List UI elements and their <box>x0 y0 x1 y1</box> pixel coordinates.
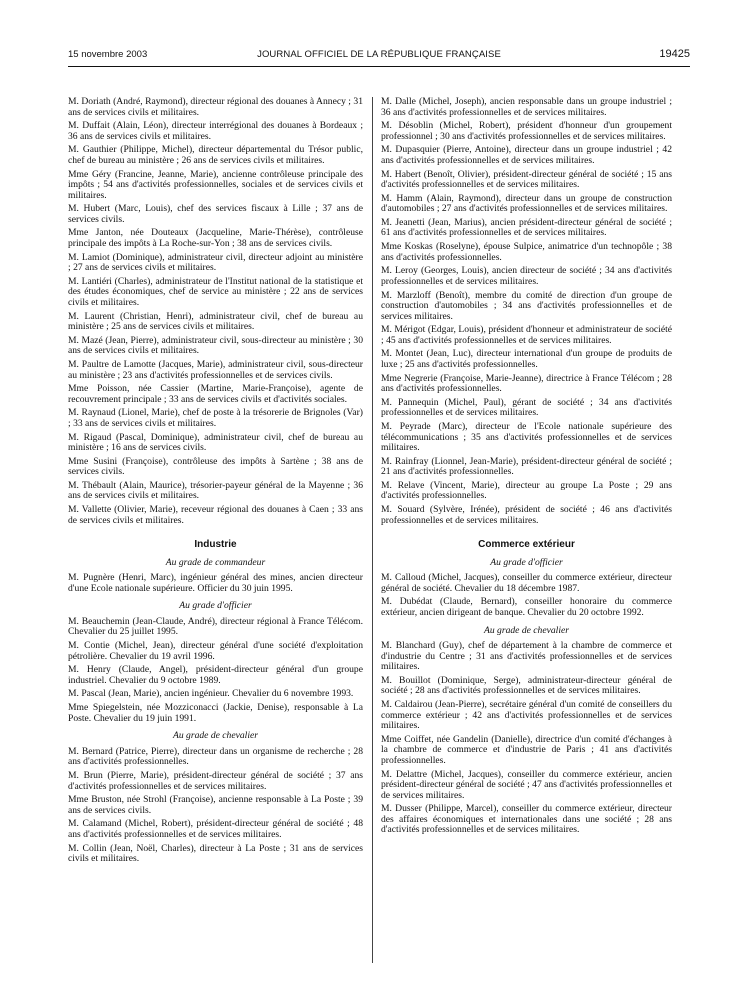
honoree-entry: M. Souard (Sylvère, Irénée), président de société ; 46 ans d'activités professionnelles et de services militaires. <box>381 504 672 526</box>
honoree-entry: Mme Negrerie (Françoise, Marie-Jeanne), directrice à France Télécom ; 28 ans d'activités professionnelles. <box>381 372 672 395</box>
honoree-entry: M. Dupasquier (Pierre, Antoine), directeur dans un groupe industriel ; 42 ans d'activités professionnelles et de services militaires. <box>381 144 672 166</box>
header-date: 15 novembre 2003 <box>68 49 148 60</box>
left-column <box>68 97 363 868</box>
right-column <box>381 97 672 839</box>
honoree-entry: M. Caldairou (Jean-Pierre), secrétaire général d'un comité de conseillers du commerce extérieur ; 42 ans d'activités professionnelles et de services militaires. <box>381 699 672 732</box>
page-header <box>68 47 690 63</box>
entry-list <box>68 617 363 724</box>
entry-list <box>381 641 672 836</box>
honoree-entry: M. Duffait (Alain, Léon), directeur interrégional des douanes à Bordeaux ; 36 ans de services civils et militaires. <box>68 120 363 142</box>
grade-heading-chevalier: Au grade de chevalier <box>484 624 569 636</box>
honoree-entry: Mme Géry (Francine, Jeanne, Marie), ancienne contrôleuse principale des impôts ; 54 ans d'activités professionnelles, sociales et de services civils et militaires. <box>68 168 363 201</box>
honoree-entry: M. Leroy (Georges, Louis), ancien directeur de société ; 34 ans d'activités professionnelles et de services militaires. <box>381 265 672 287</box>
honoree-entry: M. Rainfray (Lionnel, Jean-Marie), président-directeur général de société ; 21 ans d'activités professionnelles. <box>381 455 672 478</box>
honoree-entry: Mme Bruston, née Strohl (Françoise), ancienne responsable à La Poste ; 39 ans de services civils. <box>68 794 363 816</box>
honoree-entry: M. Delattre (Michel, Jacques), conseiller du commerce extérieur, ancien président-directeur général de société ; 47 ans d'activités professionnelles et de services militaires. <box>381 768 672 801</box>
honoree-entry: M. Laurent (Christian, Henri), administrateur civil, chef de bureau au ministère ; 25 ans de services civils et militaires. <box>68 310 363 333</box>
honoree-entry: M. Bernard (Patrice, Pierre), directeur dans un organisme de recherche ; 28 ans d'activités professionnelles. <box>68 745 363 768</box>
honoree-entry: M. Henry (Claude, Angel), président-directeur général d'un groupe industriel. Chevalier du 9 octobre 1989. <box>68 664 363 686</box>
section-heading-commerce-exterieur: Commerce extérieur <box>478 539 575 551</box>
entry-list <box>381 573 672 618</box>
honoree-entry: M. Marzloff (Benoît), membre du comité de direction d'un groupe de construction d'automobiles ; 34 ans d'activités professionnelles et de services militaires. <box>381 289 672 322</box>
honoree-entry: Mme Koskas (Roselyne), épouse Sulpice, animatrice d'un technopôle ; 38 ans d'activités professionnelles. <box>381 241 672 263</box>
honoree-entry: M. Thébault (Alain, Maurice), trésorier-payeur général de la Mayenne ; 36 ans de services civils et militaires. <box>68 479 363 502</box>
honoree-entry: M. Paultre de Lamotte (Jacques, Marie), administrateur civil, sous-directeur au ministère ; 23 ans d'activités professionnelles et de services civils. <box>68 358 363 381</box>
grade-heading-officier: Au grade d'officier <box>179 600 252 612</box>
honoree-entry: M. Beauchemin (Jean-Claude, André), directeur régional à France Télécom. Chevalier du 25 juillet 1995. <box>68 615 363 638</box>
honoree-entry: M. Hamm (Alain, Raymond), directeur dans un groupe de construction d'automobiles ; 27 ans d'activités professionnelles et de services militaires. <box>381 192 672 215</box>
honoree-entry: M. Brun (Pierre, Marie), président-directeur général de société ; 37 ans d'activités professionnelles et de services militaires. <box>68 769 363 792</box>
honoree-entry: M. Lamiot (Dominique), administrateur civil, directeur adjoint au ministère ; 27 ans de services civils et militaires. <box>68 251 363 274</box>
page-number: 19425 <box>659 48 690 60</box>
honoree-entry: M. Gauthier (Philippe, Michel), directeur départemental du Trésor public, chef de bureau au ministère ; 26 ans de services civils et militaires. <box>68 144 363 166</box>
honoree-entry: M. Mérigot (Edgar, Louis), président d'honneur et administrateur de société ; 45 ans d'activités professionnelles et de services militaires. <box>381 324 672 346</box>
honoree-entry: M. Dalle (Michel, Joseph), ancien responsable dans un groupe industriel ; 36 ans d'activités professionnelles et de services militaires. <box>381 96 672 118</box>
honoree-entry: M. Relave (Vincent, Marie), directeur au groupe La Poste ; 29 ans d'activités professionnelles. <box>381 479 672 502</box>
honoree-entry: M. Lantiéri (Charles), administrateur de l'Institut national de la statistique et des études économiques, chef de service au ministère ; 22 ans de services civils et militaires. <box>68 275 363 308</box>
journal-title: JOURNAL OFFICIEL DE LA RÉPUBLIQUE FRANÇAISE <box>257 49 501 60</box>
header-rule <box>68 66 690 67</box>
honoree-entry: M. Montet (Jean, Luc), directeur international d'un groupe de produits de luxe ; 25 ans d'activités professionnelles. <box>381 348 672 370</box>
honoree-entry: M. Collin (Jean, Noël, Charles), directeur à La Poste ; 31 ans de services civils et militaires. <box>68 842 363 865</box>
honoree-entry: M. Hubert (Marc, Louis), chef des services fiscaux à Lille ; 37 ans de services civils. <box>68 203 363 225</box>
honoree-entry: Mme Spiegelstein, née Mozziconacci (Jackie, Denise), responsable à La Poste. Chevalier du 19 juin 1991. <box>68 702 363 724</box>
honoree-entry: M. Calamand (Michel, Robert), président-directeur général de société ; 48 ans d'activités professionnelles et de services militaires. <box>68 818 363 840</box>
honoree-entry: M. Pugnère (Henri, Marc), ingénieur général des mines, ancien directeur d'une Ecole nationale supérieure. Officier du 30 juin 1995. <box>68 572 363 594</box>
honoree-entry: M. Rigaud (Pascal, Dominique), administrateur civil, chef de bureau au ministère ; 16 ans de services civils. <box>68 431 363 454</box>
entry-list <box>68 97 363 526</box>
honoree-entry: M. Mazé (Jean, Pierre), administrateur civil, sous-directeur au ministère ; 30 ans de services civils et militaires. <box>68 334 363 357</box>
grade-heading-chevalier: Au grade de chevalier <box>173 730 258 742</box>
honoree-entry: M. Peyrade (Marc), directeur de l'Ecole nationale supérieure des télécommunications ; 35 ans d'activités professionnelles et de services militaires. <box>381 420 672 454</box>
entry-list <box>381 97 672 526</box>
section-heading-industrie: Industrie <box>194 539 237 551</box>
honoree-entry: M. Dusser (Philippe, Marcel), conseiller du commerce extérieur, directeur des affaires économiques et internationales dans une société ; 28 ans d'activités professionnelles et de services militaires. <box>381 803 672 836</box>
grade-heading-officier: Au grade d'officier <box>490 556 563 568</box>
honoree-entry: M. Doriath (André, Raymond), directeur régional des douanes à Annecy ; 31 ans de services civils et militaires. <box>68 96 363 118</box>
honoree-entry: M. Désoblin (Michel, Robert), président d'honneur d'un groupement professionnel ; 30 ans d'activités professionnelles et de services militaires. <box>381 120 672 142</box>
honoree-entry: Mme Janton, née Douteaux (Jacqueline, Marie-Thérèse), contrôleuse principale des impôts à La Roche-sur-Yon ; 38 ans de services civils. <box>68 227 363 250</box>
honoree-entry: Mme Coiffet, née Gandelin (Danielle), directrice d'un comité d'échanges à la chambre de commerce et d'industrie de Paris ; 41 ans d'activités professionnelles. <box>381 733 672 766</box>
honoree-entry: M. Contie (Michel, Jean), directeur général d'une société d'exploitation pétrolière. Chevalier du 19 avril 1996. <box>68 640 363 662</box>
entry-list <box>68 573 363 594</box>
honoree-entry: M. Pascal (Jean, Marie), ancien ingénieur. Chevalier du 6 novembre 1993. <box>68 688 354 700</box>
honoree-entry: Mme Susini (Françoise), contrôleuse des impôts à Sartène ; 38 ans de services civils. <box>68 455 363 478</box>
honoree-entry: M. Vallette (Olivier, Marie), receveur régional des douanes à Caen ; 33 ans de services civils et militaires. <box>68 504 363 526</box>
honoree-entry: M. Pannequin (Michel, Paul), gérant de société ; 34 ans d'activités professionnelles et de services militaires. <box>381 396 672 419</box>
honoree-entry: M. Jeanetti (Jean, Marius), ancien président-directeur général de société ; 61 ans d'activités professionnelles et de services militaires. <box>381 216 672 239</box>
honoree-entry: M. Calloud (Michel, Jacques), conseiller du commerce extérieur, directeur général de société. Chevalier du 18 décembre 1987. <box>381 572 672 594</box>
honoree-entry: M. Dubédat (Claude, Bernard), conseiller honoraire du commerce extérieur, ancien dirigeant de banque. Chevalier du 20 octobre 1992. <box>381 596 672 619</box>
honoree-entry: M. Bouillot (Dominique, Serge), administrateur-directeur général de société ; 28 ans d'activités professionnelles et de services militaires. <box>381 674 672 697</box>
honoree-entry: M. Raynaud (Lionel, Marie), chef de poste à la trésorerie de Brignoles (Var) ; 33 ans de services civils et militaires. <box>68 407 363 429</box>
column-divider <box>372 97 373 963</box>
honoree-entry: M. Blanchard (Guy), chef de département à la chambre de commerce et d'industrie du Centre ; 31 ans d'activités professionnelles et de services militaires. <box>381 640 672 673</box>
grade-heading-commandeur: Au grade de commandeur <box>165 556 266 568</box>
entry-list <box>68 747 363 865</box>
honoree-entry: M. Habert (Benoît, Olivier), président-directeur général de société ; 15 ans d'activités professionnelles et de services militaires. <box>381 168 672 191</box>
honoree-entry: Mme Poisson, née Cassier (Martine, Marie-Françoise), agente de recouvrement principale ; 33 ans de services civils et d'activités sociales. <box>68 383 363 405</box>
